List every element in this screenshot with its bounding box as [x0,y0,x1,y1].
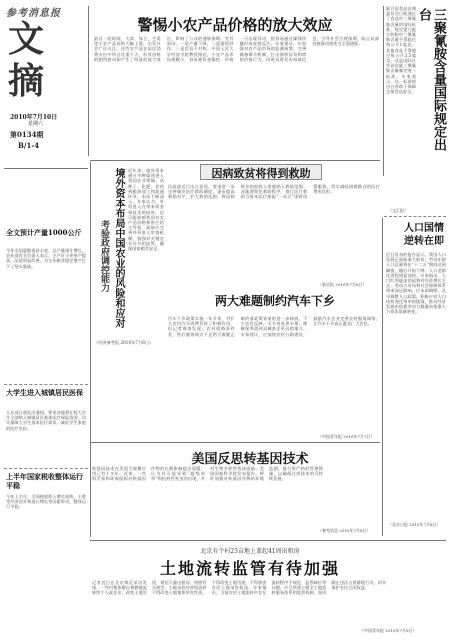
vertical-body: 近年来，境外资本通过多种渠道进入我国农业领域，从种子、化肥、农药到粮油加工和流通环节，布局不断深入。专家认为，外资进入在带来资金和技术的同时，也可能影响我国对农产品价格和供应的主导权。政府应完善外资准入审查机制，加强对关键农业环节的监管，确保国家粮食安全。 [128,168,164,252]
rescue-headline: 因病致贫将得到救助 [211,167,311,180]
vertical-source: （经济参考报 2010年7月8日） [94,340,154,345]
vertical-subtitle: 考验政府调控能力 [99,220,109,292]
issue-date: 2010年7月10日 [10,114,58,121]
bottom-body: 记者近日在北京郊区采访发现，一些村集体擅自将耕地流转给个人或企业，改变土地用途，建起大量出租房。按照有关规定，土地承包经营权流转不得改变土地集体所有性质，不得改变土地用途，不得损害农民土地承包权益。专家指出，当前农村土地流转中存在流转程序不规范、监管缺位等问题，应尽快建立健全土地流转服务体系和监管机制，坚决制止违法占用耕地行为，切实保护农民合法权益。 [92,580,387,596]
lead-headline: 警惕小农产品价格的放大效应 [137,16,333,34]
career-title: 上半年国家税收整体运行平稳 [6,472,83,490]
sidebar-right-body: 联合国食品法典委员会日前通过了食品中三聚氰胺含量的国际标准。规定婴儿配方奶粉中三聚氰胺含量不得超过每公斤1毫克，其他食品不得超过每公斤2.5毫克。这是国际社会首次就三聚氰胺含量制定统一标准。专家表示，这一标准的出台有助于保障全球食品安全。 [386,6,416,95]
section-title: 文摘 [8,18,45,102]
income-body: 人社部日前发出通知，要求各地将在校大学生全部纳入城镇居民基本医疗保险范围，切实保障大学生基本医疗需求，减轻学生家庭的医疗负担。 [6,410,86,431]
bottom-kicker: 北京有个村23亩地上盖起41周出租房 [200,548,300,555]
sidebar-right-title: 三聚氰胺含量国际规定出台 [416,8,446,151]
us-body: 转基因技术在美国大规模应用已有十多年。近来，一些科学家和环保组织对转基因作物的长期影响提出质疑，认为其可能导致“超级杂草”和抗药性害虫的出现，并对生物多样性构成威胁。美国国家科学院发布报告，呼吁加强对转基因作物的环境监测，推行更严格的管理措施，以确保这项技术的可持续发展。 [92,466,323,482]
section-char [8,18,88,108]
housing-headline: 两大难题制约汽车下乡 [214,294,335,308]
housing-body: 汽车下乡政策实施一年多来，对扩大农村汽车消费发挥了积极作用。但记者调查发现，农村道路条件差、售后服务网点不足两大难题正制约着政策效果的进一步释放。不少农民反映，买车容易养车难，维修保养需到县城甚至更远的地方。专家建议，应加快农村公路建设，鼓励汽车企业完善农村服务网络，让汽车下乡真正惠及广大农民。 [168,316,380,337]
vertical-title: 境外资本布局中国农业的风险和应对 [113,168,124,328]
sidebar-right-source: （文汇报） [388,208,408,213]
us-source: （参考消息 2010年7月8日） [318,528,371,533]
issue-weekday: 星期六 [28,121,44,127]
bottom-source: （中国青年报 2010年7月6日） [360,628,417,633]
population-title: 人口国情逆转在即 [404,223,444,247]
rescue-source: （新京报 2010年7月6日） [318,282,367,287]
career-body: 今年上半年，全国税收收入增长较快，主要受经济回升和进口增长等因素带动，整体运行平稳。 [6,494,86,510]
page-code: B/1-4 [18,141,40,150]
us-headline: 美国反思转基因技术 [191,452,309,467]
finance-body: 今年全国夏粮再获丰收，总产量预计增长。农业部有关负责人表示，主产区小麦单产提高，品质明显改善，为全年粮食稳定增产打下了坚实基础。 [6,248,86,269]
issue-number: 第0134期 [10,130,44,139]
paper-name: 参考消息报 [6,8,61,19]
rescue-body: 民政部近日出台意见，要求进一步完善城乡医疗救助制度，逐步提高救助水平，扩大救助范围，将因病致贫的低收入家庭纳入救助范围。各地要简化救助程序，推行医疗救助与基本医疗保险“一站式”即时结算服务，切实减轻困难群众的医疗费用负担。 [168,184,380,200]
masthead [4,4,88,154]
bottom-headline: 土地流转监管有待加强 [159,559,340,578]
housing-source: （中国青年报 2010年7月7日） [318,434,375,439]
lead-body: 最近一段时间，大蒜、绿豆、生姜等小农产品价格大幅上涨，引发社会广泛关注。这些农产品在居民消费支出中所占比重不大，但其价格的剧烈波动却产生了明显的放大效应，影响了公众的通胀预期。究其原因，一是产量下降，二是游资炒作，三是信息不对称。中国人民大学经济学院教授指出，小农产品市场规模小、容易被资金操控，价格一旦出现异动，很容易通过媒体传播形成连锁反应。专家建议，应加强对农产品市场的监测预警，完善储备调节机制，打击囤积居奇和哄抬价格行为，同时及时发布权威信息，引导社会合理预期，防止局部价格波动演变为全面通胀。 [94,36,379,62]
population-body: 近日发布的报告显示，我国人口发展正面临重大转折。劳动年龄人口总量将在“十二五”期间达到峰值，随后开始下降，人口老龄化进程明显加快。专家指出，人口红利逐步消退将对经济增长方式、劳动力市场和社会保障体系带来深远影响。应未雨绸缪，及早调整人口政策，积极应对人口结构变化带来的挑战，推动经济发展由依靠劳动力数量向依靠人力资本质量转变。 [386,252,446,315]
income-title: 大学生进入城镇居民医保 [6,388,83,397]
finance-title: 全文预计产量1000公斤 [6,228,82,237]
population-source: （北京日报 2010年7月8日） [388,522,441,527]
